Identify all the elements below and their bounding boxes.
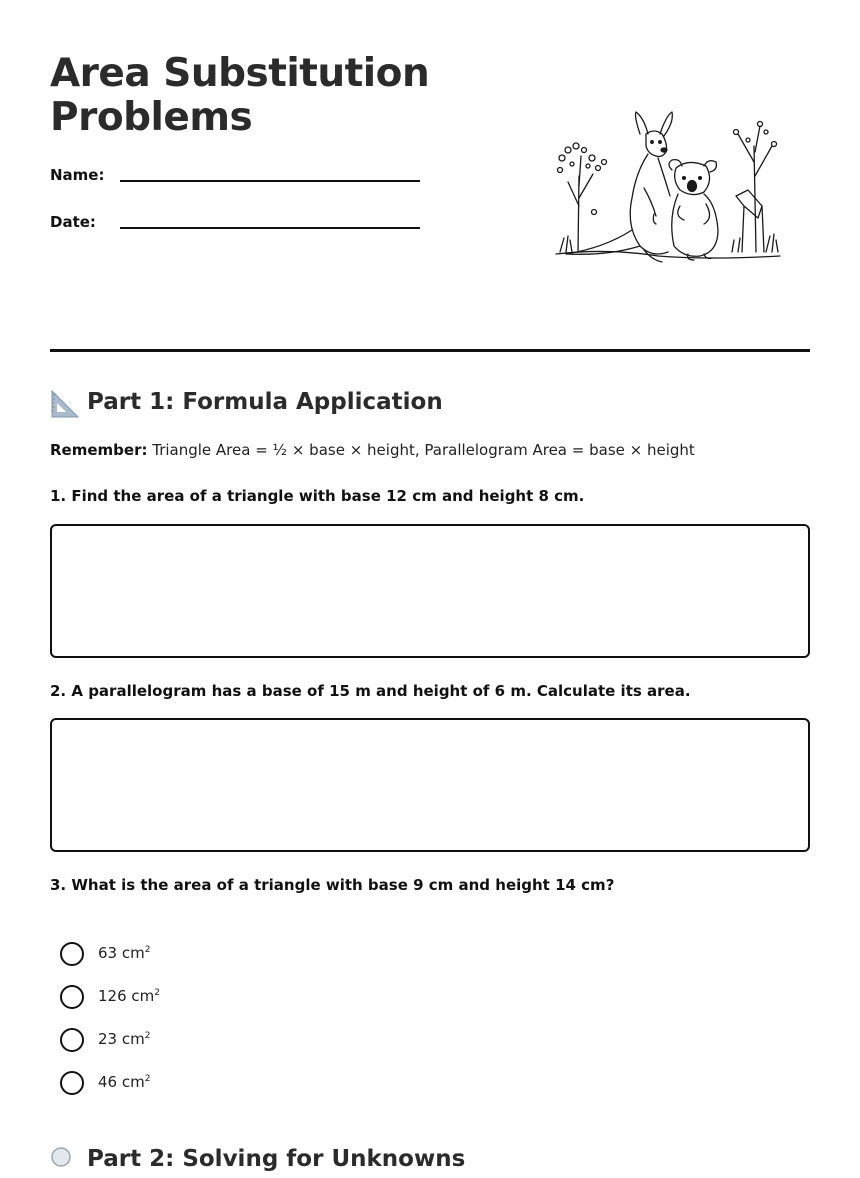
radio-button[interactable] [60,1071,84,1095]
option-b[interactable] [60,984,360,1010]
date-field[interactable] [50,213,420,237]
remember-label: Remember: [50,441,148,459]
part1-title: Part 1: Formula Application [87,389,443,415]
option-d[interactable] [60,1070,360,1096]
option-label: 46 $cm^2$ [98,1073,151,1091]
kangaroo-koala-illustration [548,106,788,270]
header-divider [50,349,810,352]
set-square-icon [50,389,80,419]
date-label: Date: [50,213,96,231]
part2-heading [50,1144,810,1178]
name-line[interactable] [120,180,420,182]
worksheet-title [50,52,470,140]
date-line[interactable] [120,227,420,229]
question-3: 3. What is the area of a triangle with base 9 cm and height 14 cm? [50,876,615,894]
name-label: Name: [50,166,105,184]
option-a[interactable] [60,941,360,967]
option-label: 126 $cm^2$ [98,987,160,1005]
remember-text: Triangle Area = ½ × base × height, Parallelogram Area = base × height [147,441,695,459]
title-line-2: Problems [50,95,253,140]
option-c[interactable] [60,1027,360,1053]
question-1: 1. Find the area of a triangle with base 12 cm and height 8 cm. [50,487,585,505]
question-2: 2. A parallelogram has a base of 15 m and height of 6 m. Calculate its area. [50,682,691,700]
radio-button[interactable] [60,942,84,966]
formula-reminder [50,441,695,459]
magnifier-icon [50,1146,74,1170]
part2-title: Part 2: Solving for Unknowns [87,1146,466,1172]
part1-heading [50,387,810,421]
title-line-1: Area Substitution [50,51,430,96]
option-label: 23 $cm^2$ [98,1030,151,1048]
answer-box-1[interactable] [50,524,810,658]
answer-box-2[interactable] [50,718,810,852]
radio-button[interactable] [60,1028,84,1052]
name-field[interactable] [50,166,420,190]
radio-button[interactable] [60,985,84,1009]
option-label: 63 $cm^2$ [98,944,151,962]
